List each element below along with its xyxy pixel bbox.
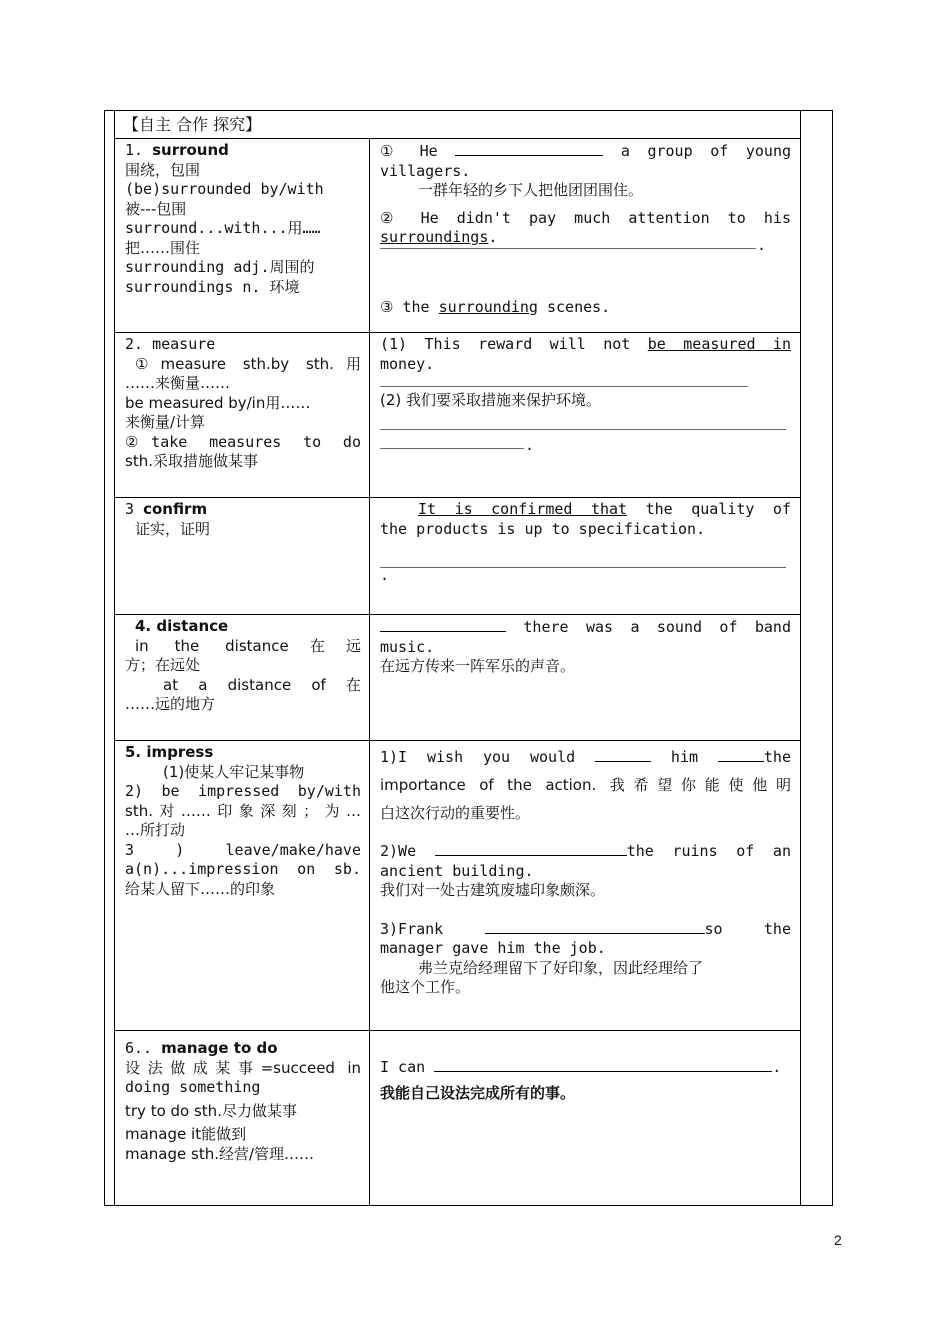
example-1-cont: the products is up to specification. (380, 519, 706, 538)
example-3-translation: 弗兰克给经理留下了好印象，因此经理给了 (418, 958, 704, 977)
example-1-translation: 一群年轻的乡下人把他团团围住。 (418, 181, 644, 199)
example-1: there was a sound of band (380, 617, 791, 638)
answer-blank[interactable] (485, 919, 705, 934)
phrase-meaning: 被---包围 (125, 199, 187, 218)
table-row (115, 498, 800, 615)
example-2-translation: 我们对一处古建筑废墟印象颇深。 (380, 881, 606, 899)
vocab-word: surround (152, 141, 229, 159)
phrase: try to do sth.尽力做某事 (125, 1101, 297, 1120)
phrase: (be)surrounded by/with (125, 180, 324, 198)
phrase: in the distance在远 (135, 636, 361, 655)
table-row (115, 615, 800, 741)
phrase-meaning: ……来衡量…… (125, 374, 231, 392)
meaning: 证实，证明 (135, 519, 211, 538)
phrase-meaning: 方；在远处 (125, 656, 201, 674)
phrase: doing something (125, 1078, 261, 1096)
table-row (115, 741, 800, 1031)
phrase-meaning: ……远的地方 (125, 695, 216, 713)
phrase: at a distance of 在 (163, 675, 361, 694)
page-number: 2 (834, 1232, 842, 1248)
vocab-cell-surround (115, 139, 370, 332)
phrase: surround...with...用…… (125, 219, 321, 237)
answer-blank[interactable] (595, 747, 651, 762)
item-number: 1. (125, 141, 144, 159)
answer-blank[interactable] (435, 841, 627, 856)
phrase-meaning: sth.采取措施做某事 (125, 452, 258, 470)
example-cell-manage (370, 1031, 800, 1205)
answer-line[interactable] (380, 448, 524, 449)
vocab-word: confirm (143, 500, 208, 518)
phrase: manage sth.经营/管理…… (125, 1144, 315, 1163)
vocab-word: manage to do (161, 1039, 278, 1057)
table-row (115, 333, 800, 498)
vocab-cell-distance (115, 615, 370, 740)
vocab-cell-confirm (115, 498, 370, 614)
item-number: 3 (125, 500, 135, 518)
vocab-word: 5. impress (125, 743, 214, 761)
example-1-translation: 在远方传来一阵军乐的声音。 (380, 657, 576, 675)
phrase: 2) be impressed by/with (125, 782, 361, 800)
phrase: ②take measures to do (125, 432, 361, 451)
example-cell-impress (370, 741, 800, 1030)
vocab-cell-measure (115, 333, 370, 497)
phrase: 设法做成某事=succeed in (125, 1058, 361, 1077)
example-1: 1)I wish you would him the (380, 748, 791, 766)
phrase: a(n)...impression on sb. (125, 860, 361, 878)
example-1: It is confirmed that the quality of (418, 500, 791, 518)
example-2-word: surroundings (380, 228, 489, 246)
example-1: ① He a group of young (380, 142, 792, 160)
example-1: (1) This reward will not be measured in (380, 335, 791, 353)
phrase: ①measure sth.by sth.用 (135, 354, 361, 373)
phrase-meaning: …所打动 (125, 821, 186, 839)
example-3: 3)Frank so the (380, 919, 791, 938)
example-1-cont: villagers. (380, 161, 471, 180)
example-2: 2)We the ruins of an (380, 842, 791, 860)
phrase-meaning: (1)使某人牢记某事物 (163, 762, 305, 781)
example-1-translation: 我能自己设法完成所有的事。 (380, 1083, 576, 1102)
example-1-cont: money. (380, 354, 435, 373)
phrase: 3 ) leave/make/have (125, 840, 361, 859)
phrase-meaning: sth.对……印象深刻；为… (125, 801, 361, 820)
item-number: 6.. (125, 1039, 153, 1057)
answer-blank[interactable] (434, 1057, 772, 1072)
phrase: surrounding adj.周围的 (125, 258, 315, 276)
table-row (115, 139, 800, 333)
example-cell-measure: (1) This reward will not be measured in money. (2) 我们要采取措施来保护环境。 . (380, 335, 791, 454)
phrase-meaning: 来衡量/计算 (125, 413, 206, 431)
phrase-meaning: 把……围住 (125, 238, 201, 257)
phrase: manage it能做到 (125, 1125, 247, 1143)
example-cell-confirm: It is confirmed that the quality of the products is up to specification. . (380, 500, 791, 584)
vocab-word: 2. measure (125, 335, 216, 353)
meaning: 围绕，包围 (125, 160, 201, 179)
example-3-cont: manager gave him the job. (380, 939, 606, 957)
answer-blank[interactable] (380, 617, 506, 632)
example-3-translation: 他这个工作。 (380, 978, 471, 996)
phrase: surroundings n. 环境 (125, 277, 300, 296)
answer-blank[interactable] (455, 141, 603, 156)
vocab-cell-impress (115, 741, 370, 1030)
answer-blank[interactable] (718, 747, 764, 762)
example-1-cont: music. (380, 637, 435, 656)
example-cell-distance (370, 615, 800, 740)
example-3: ③ the surrounding scenes. (380, 297, 611, 316)
answer-line[interactable] (380, 248, 756, 249)
study-table (114, 110, 801, 1206)
example-1-translation: 白这次行动的重要性。 (380, 804, 531, 822)
example-2: (2) 我们要采取措施来保护环境。 (380, 391, 602, 409)
table-header: 【自主 合作 探究】 (115, 110, 800, 139)
example-cell-surround: ① He a group of young villagers. 一群年轻的乡下人把他团团围住。 ② He didn't pay much attention to his surroundings. . ③ the surrounding scenes. (380, 142, 792, 316)
example-2: ② He didn't pay much attention to his (380, 208, 791, 227)
example-1-cont: importance of the action. 我希望你能使他明 (380, 776, 791, 794)
example-1: I can . (380, 1058, 782, 1076)
table-row (115, 1031, 800, 1206)
vocab-word: 4. distance (135, 617, 229, 635)
vocab-cell-manage (115, 1031, 370, 1205)
example-2-cont: ancient building. (380, 861, 534, 880)
phrase: be measured by/in用…… (125, 393, 311, 412)
phrase-meaning: 给某人留下……的印象 (125, 879, 276, 898)
